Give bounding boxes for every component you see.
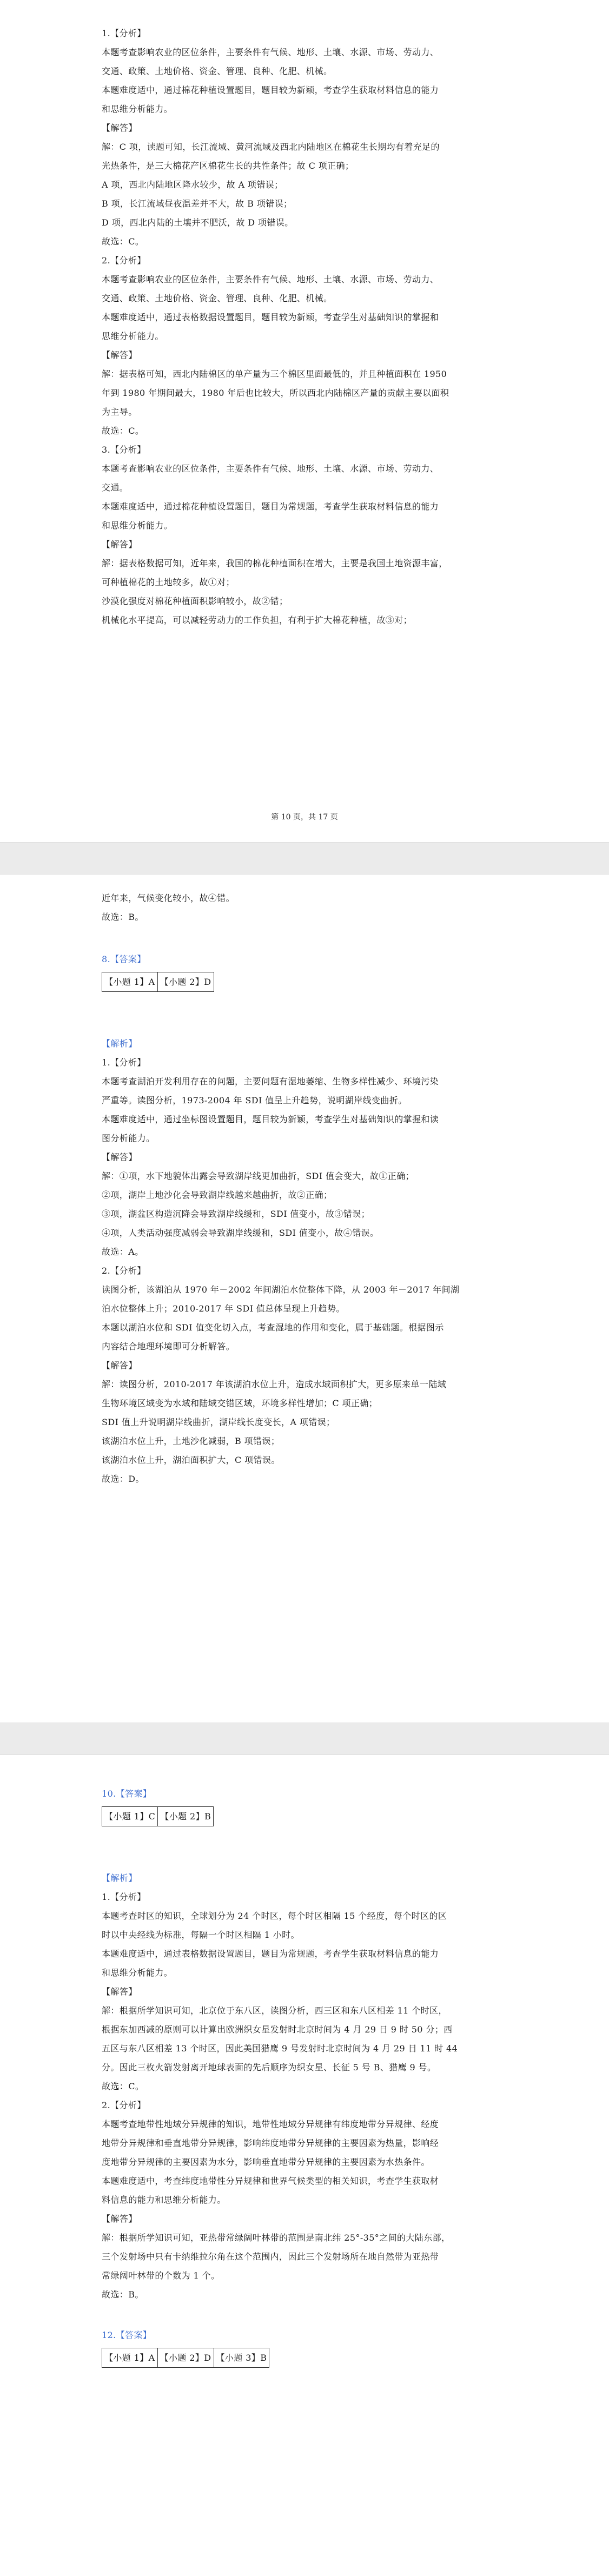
answer-label-10: 10.【答案】 xyxy=(102,1789,152,1799)
text-line: 【解答】 xyxy=(102,1986,137,1997)
text-line: B 项，长江流域昼夜温差并不大，故 B 项错误； xyxy=(102,198,293,209)
text-line: 该湖泊水位上升，土地沙化减弱，B 项错误； xyxy=(102,1436,280,1446)
page-11-intro xyxy=(102,889,513,926)
text-line: 故选：B。 xyxy=(102,912,144,922)
text-line: 1.【分析】 xyxy=(102,28,146,38)
text-line: 故选：C。 xyxy=(102,2081,144,2091)
text-line: ③项，湖盆区构造沉降会导致湖岸线缓和，SDI 值变小，故③错误； xyxy=(102,1209,370,1219)
text-line: 本题难度适中，通过棉花种植设置题目，题目较为新颖，考查学生获取材料信息的能力 xyxy=(102,85,439,95)
answer-cell: 【小题 1】A xyxy=(102,972,158,992)
page-11-content xyxy=(102,889,513,1488)
text-line: 度地带分异规律的主要因素为水分，影响垂直地带分异规律的主要因素为水热条件。 xyxy=(102,2157,430,2167)
text-line: 【解答】 xyxy=(102,1360,137,1370)
text-line: 本题难度适中，考查纬度地带性分异规律和世界气候类型的相关知识，考查学生获取材 xyxy=(102,2176,439,2186)
page-12-content xyxy=(102,1784,513,2368)
answer-cell: 【小题 1】C xyxy=(102,1807,158,1826)
text-line: 本题考查影响农业的区位条件，主要条件有气候、地形、土壤、水源、市场、劳动力、 xyxy=(102,47,439,57)
page-10-content xyxy=(102,24,513,630)
text-line: 本题考查地带性地域分异规律的知识，地带性地域分异规律有纬度地带分异规律、经度 xyxy=(102,2119,439,2129)
text-line: 年到 1980 年期间最大，1980 年后也比较大，所以西北内陆棉区产量的贡献主要以面积 xyxy=(102,388,449,398)
answer-cell: 【小题 2】D xyxy=(157,972,214,992)
text-line: 【解答】 xyxy=(102,539,137,549)
text-line: 2.【分析】 xyxy=(102,1266,146,1276)
analysis-label: 【解析】 xyxy=(102,1038,137,1049)
text-line: 【解答】 xyxy=(102,2214,137,2224)
text-line: 泊水位整体上升；2010-2017 年 SDI 值总体呈现上升趋势。 xyxy=(102,1303,345,1314)
text-line: 【解答】 xyxy=(102,350,137,360)
text-line: 光热条件，是三大棉花产区棉花生长的共性条件；故 C 项正确； xyxy=(102,161,354,171)
text-line: 【解答】 xyxy=(102,123,137,133)
text-line: 1.【分析】 xyxy=(102,1057,146,1068)
text-line: 【解答】 xyxy=(102,1152,137,1162)
text-line: A 项，西北内陆地区降水较少，故 A 项错误； xyxy=(102,180,283,190)
text-line: 生物环境区域变为水域和陆域交错区域，环境多样性增加；C 项正确； xyxy=(102,1398,378,1408)
text-line: 3.【分析】 xyxy=(102,445,146,455)
text-line: 和思维分析能力。 xyxy=(102,104,173,114)
text-line: 可种植棉花的土地较多，故①对； xyxy=(102,577,235,587)
page-11-paragraphs xyxy=(102,1053,513,1488)
answer-label-12: 12.【答案】 xyxy=(102,2330,152,2340)
page-gap xyxy=(0,1723,609,1755)
text-line: 为主导。 xyxy=(102,407,137,417)
text-line: 本题考查影响农业的区位条件，主要条件有气候、地形、土壤、水源、市场、劳动力、 xyxy=(102,463,439,474)
text-line: 该湖泊水位上升，湖泊面积扩大，C 项错误。 xyxy=(102,1455,280,1465)
text-line: 时以中央经线为标准，每隔一个时区相隔 1 小时。 xyxy=(102,1930,300,1940)
text-line: 料信息的能力和思维分析能力。 xyxy=(102,2195,226,2205)
answer-cell: 【小题 2】B xyxy=(158,1807,214,1826)
text-line: 解：据表格数据可知，近年来，我国的棉花种植面积在增大，主要是我国土地资源丰富， xyxy=(102,558,448,568)
answer-cell: 【小题 3】B xyxy=(214,2348,269,2368)
text-line: 地带分异规律和垂直地带分异规律，影响纬度地带分异规律的主要因素为热量，影响经 xyxy=(102,2138,439,2148)
answer-label-8: 8.【答案】 xyxy=(102,954,146,964)
text-line: 2.【分析】 xyxy=(102,255,146,266)
answer-table-10 xyxy=(102,1806,214,1826)
text-line: 2.【分析】 xyxy=(102,2100,146,2110)
page-10-paragraphs xyxy=(102,24,513,630)
text-line: 内容结合地理环境即可分析解答。 xyxy=(102,1341,235,1352)
answer-table-12 xyxy=(102,2348,269,2368)
text-line: 思维分析能力。 xyxy=(102,331,164,341)
text-line: 本题考查湖泊开发利用存在的问题，主要问题有湿地萎缩、生物多样性减少、环境污染 xyxy=(102,1076,439,1087)
answer-cell: 【小题 2】D xyxy=(157,2348,214,2368)
text-line: 严重等。读图分析，1973-2004 年 SDI 值呈上升趋势，说明湖岸线变曲折。 xyxy=(102,1095,407,1105)
text-line: 和思维分析能力。 xyxy=(102,1968,173,1978)
text-line: 解：读图分析，2010-2017 年该湖泊水位上升，造成水域面积扩大，更多原来单一陆域 xyxy=(102,1379,447,1389)
answer-cell: 【小题 1】A xyxy=(102,2348,158,2368)
page-11 xyxy=(0,875,609,1723)
text-line: 本题难度适中，通过棉花种植设置题目，题目为常规题，考查学生获取材料信息的能力 xyxy=(102,501,439,512)
text-line: 交通、政策、土地价格、资金、管理、良种、化肥、机械。 xyxy=(102,293,333,303)
text-line: 1.【分析】 xyxy=(102,1892,146,1902)
text-line: 故选：A。 xyxy=(102,1247,144,1257)
text-line: 沙漠化强度对棉花种植面积影响较小，故②错； xyxy=(102,596,288,606)
text-line: 读图分析，该湖泊从 1970 年－2002 年间湖泊水位整体下降，从 2003 年－2017 年间湖 xyxy=(102,1284,460,1295)
text-line: 交通。 xyxy=(102,482,129,493)
text-line: 解：①项，水下地貌体出露会导致湖岸线更加曲折，SDI 值会变大，故①正确； xyxy=(102,1171,414,1181)
page-gap xyxy=(0,842,609,875)
text-line: 本题难度适中，通过表格数据设置题目，题目较为新颖，考查学生对基础知识的掌握和 xyxy=(102,312,439,322)
text-line: 本题难度适中，通过表格数据设置题目，题目为常规题，考查学生获取材料信息的能力 xyxy=(102,1949,439,1959)
text-line: ②项，湖岸上地沙化会导致湖岸线越来越曲折，故②正确； xyxy=(102,1190,333,1200)
page-12 xyxy=(0,1755,609,2576)
text-line: 三个发射场中只有卡纳维拉尔角在这个范围内，因此三个发射场所在地自然带为亚热带 xyxy=(102,2251,439,2262)
text-line: 和思维分析能力。 xyxy=(102,520,173,531)
text-line: 故选：B。 xyxy=(102,2289,144,2300)
text-line: 图分析能力。 xyxy=(102,1133,155,1143)
page-footer: 第 10 页，共 17 页 xyxy=(271,813,338,822)
text-line: SDI 值上升说明湖岸线曲折，湖岸线长度变长，A 项错误； xyxy=(102,1417,335,1427)
text-line: 本题考查影响农业的区位条件，主要条件有气候、地形、土壤、水源、市场、劳动力、 xyxy=(102,274,439,284)
text-line: 本题难度适中，通过坐标图设置题目，题目较为新颖，考查学生对基础知识的掌握和读 xyxy=(102,1114,439,1124)
text-line: 常绿阔叶林带的个数为 1 个。 xyxy=(102,2270,220,2281)
text-line: 故选：C。 xyxy=(102,236,144,247)
text-line: 五区与东八区相差 13 个时区，因此美国猎鹰 9 号发射时北京时间为 4 月 29 日 11 时 44 xyxy=(102,2043,458,2054)
text-line: 解：根据所学知识可知，北京位于东八区，读图分析，西三区和东八区相差 11 个时区， xyxy=(102,2005,447,2016)
text-line: 交通、政策、土地价格、资金、管理、良种、化肥、机械。 xyxy=(102,66,333,76)
text-line: 本题考查时区的知识，全球划分为 24 个时区，每个时区相隔 15 个经度，每个时区的区 xyxy=(102,1911,447,1921)
text-line: 近年来，气候变化较小，故④错。 xyxy=(102,893,235,903)
text-line: D 项，西北内陆的土壤并不肥沃，故 D 项错误。 xyxy=(102,217,294,228)
page-12-paragraphs xyxy=(102,1888,513,2304)
text-line: 本题以湖泊水位和 SDI 值变化切入点，考查湿地的作用和变化，属于基础题。根据图示 xyxy=(102,1322,444,1333)
text-line: 故选：C。 xyxy=(102,426,144,436)
page-10 xyxy=(0,0,609,842)
text-line: 机械化水平提高，可以减轻劳动力的工作负担，有利于扩大棉花种植，故③对； xyxy=(102,615,413,625)
text-line: 解：C 项，读题可知，长江流域、黄河流域及西北内陆地区在棉花生长期均有着充足的 xyxy=(102,142,440,152)
answer-table-8 xyxy=(102,972,214,992)
text-line: ④项，人类活动强度减弱会导致湖岸线缓和，SDI 值变小，故④错误。 xyxy=(102,1228,379,1238)
text-line: 解：根据所学知识可知，亚热带常绿阔叶林带的范围是南北纬 25°-35°之间的大陆东部， xyxy=(102,2233,451,2243)
text-line: 故选：D。 xyxy=(102,1474,144,1484)
text-line: 分。因此三枚火箭发射离开地球表面的先后顺序为织女星、长征 5 号 B、猎鹰 9 号。 xyxy=(102,2062,436,2072)
text-line: 根据东加西减的原则可以计算出欧洲织女星发射时北京时间为 4 月 29 日 9 时 50 分；西 xyxy=(102,2024,453,2035)
text-line: 解：据表格可知，西北内陆棉区的单产量为三个棉区里面最低的，并且种植面积在 1950 xyxy=(102,369,447,379)
analysis-label: 【解析】 xyxy=(102,1873,137,1883)
